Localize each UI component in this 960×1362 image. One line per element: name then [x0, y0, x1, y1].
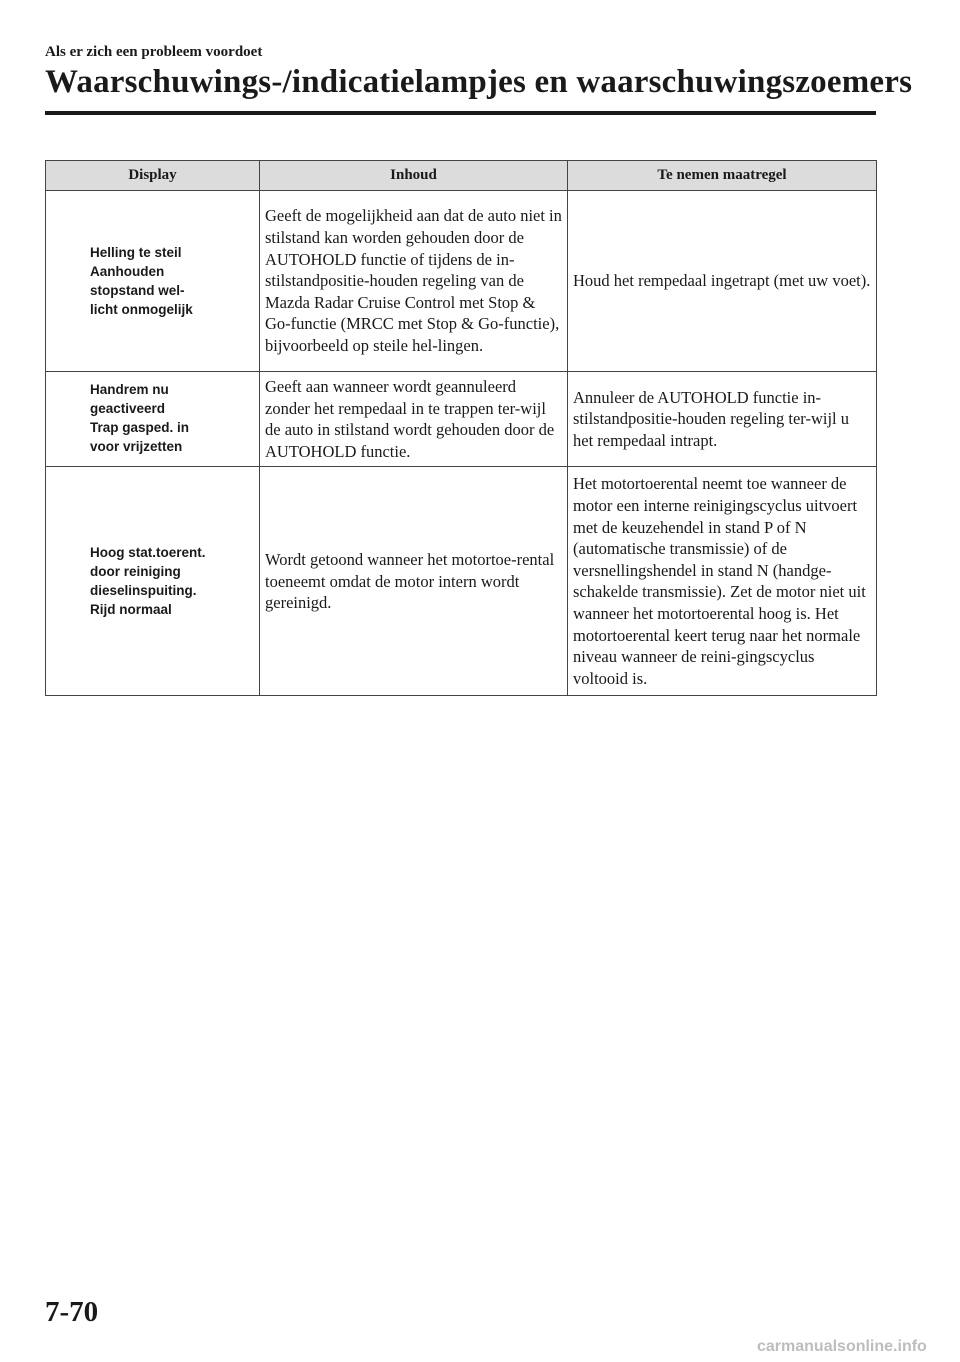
table-row	[46, 467, 877, 696]
warning-table	[45, 160, 877, 696]
maatregel-cell: Annuleer de AUTOHOLD functie in-stilstandpositie-houden regeling ter-wijl u het rempedaal intrapt.	[568, 372, 877, 467]
inhoud-cell: Wordt getoond wanneer het motortoe-rental toeneemt omdat de motor intern wordt gereinigd.	[260, 467, 568, 696]
page-title: Waarschuwings-/indicatielampjes en waarschuwingszoemers	[45, 64, 913, 100]
display-message	[46, 372, 260, 467]
display-line: stopstand wel-	[90, 283, 185, 298]
display-line: dieselinspuiting.	[90, 583, 197, 599]
table-row	[46, 372, 877, 467]
section-label: Als er zich een probleem voordoet	[45, 44, 263, 60]
inhoud-cell: Geeft de mogelijkheid aan dat de auto niet in stilstand kan worden gehouden door de AUTOHOLD functie of tijdens de in-stilstandpositie-houden regeling van de Mazda Radar Cruise Control met Stop & Go-functie (MRCC met Stop & Go-functie), bijvoorbeeld op steile hel-lingen.	[260, 191, 568, 372]
display-line: Trap gasped. in	[90, 420, 190, 435]
maatregel-cell: Het motortoerental neemt toe wanneer de motor een interne reinigingscyclus uitvoert met de keuzehendel in stand P of N (automatische transmissie) of de versnellingshendel in stand N (handge-schakelde transmissie). Zet de motor niet uit wanneer het motortoerental hoog is. Het motortoerental keert terug naar het normale niveau wanneer de reini-gingscyclus voltooid is.	[568, 467, 877, 696]
table-header-row	[46, 161, 877, 191]
display-line: Helling te steil	[90, 245, 182, 260]
inhoud-cell: Geeft aan wanneer wordt geannuleerd zonder het rempedaal in te trappen ter-wijl de auto in stilstand wordt gehouden door de AUTOHOLD functie.	[260, 372, 568, 467]
display-line: voor vrijzetten	[90, 439, 183, 454]
column-header-display: Display	[46, 161, 260, 191]
display-line: Rijd normaal	[90, 602, 172, 618]
display-message	[46, 191, 260, 372]
display-line: Handrem nu	[90, 382, 169, 397]
title-divider	[45, 111, 876, 115]
column-header-inhoud: Inhoud	[260, 161, 568, 191]
page-number: 7-70	[45, 1296, 99, 1328]
display-message	[46, 467, 260, 696]
table-row	[46, 191, 877, 372]
maatregel-cell: Houd het rempedaal ingetrapt (met uw voet).	[568, 191, 877, 372]
display-line: door reiniging	[90, 564, 181, 580]
display-line: geactiveerd	[90, 401, 166, 416]
display-line: Aanhouden	[90, 264, 165, 279]
display-line: licht onmogelijk	[90, 302, 193, 317]
display-line: Hoog stat.toerent.	[90, 545, 206, 561]
column-header-maatregel: Te nemen maatregel	[568, 161, 877, 191]
watermark: carmanualsonline.info	[757, 1338, 927, 1355]
